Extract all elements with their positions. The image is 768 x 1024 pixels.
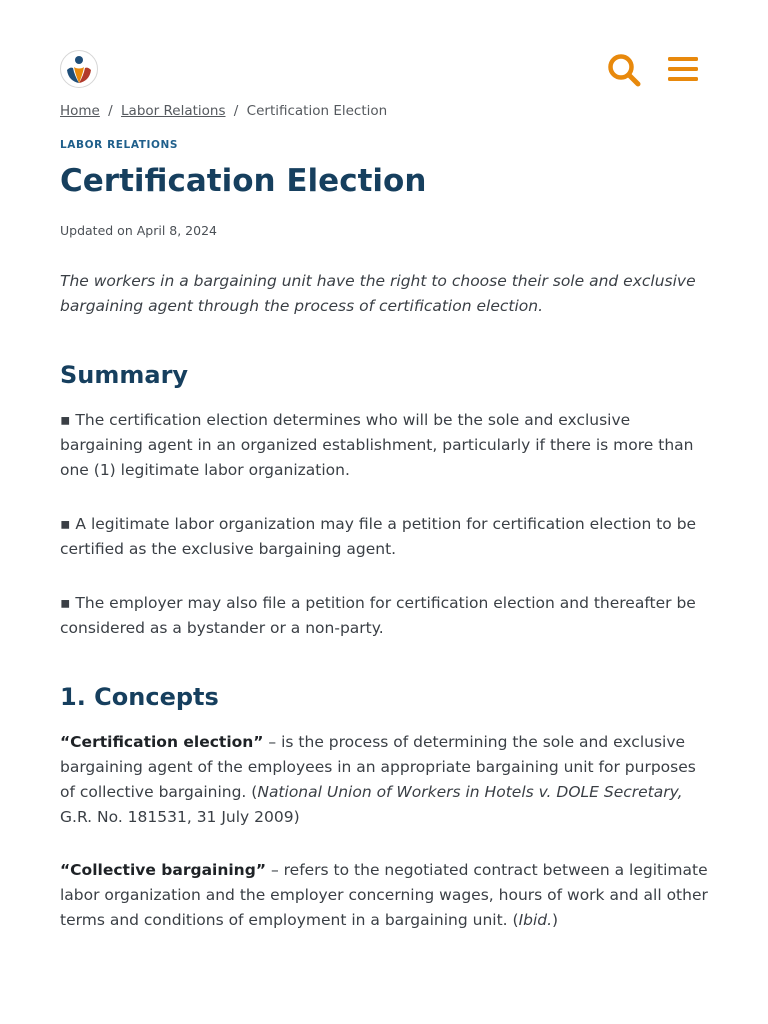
summary-item: ▪ The employer may also file a petition for certification election and thereafter be considered as a bystander or a non-party. [60, 594, 696, 637]
breadcrumb-home-link[interactable]: Home [60, 103, 100, 119]
summary-item: ▪ The certification election determines who will be the sole and exclusive bargaining agent in an organized establishment, particularly if there is more than one (1) legitimate labor organization. [60, 411, 694, 479]
site-header [60, 50, 710, 88]
agency-logo-icon [61, 51, 97, 87]
breadcrumb-labor-relations-link[interactable]: Labor Relations [121, 103, 226, 119]
search-button[interactable] [606, 52, 642, 88]
definition-collective-bargaining [60, 858, 712, 933]
definition-text: – refers to the negotiated contract between a legitimate labor organization and the employer concerning wages, hours of work and all other terms and conditions of employment in a bargaining unit. ( [60, 861, 708, 929]
definition-certification-election [60, 730, 712, 830]
citation-text: G.R. No. 181531, 31 July 2009) [60, 808, 300, 826]
article-lead: The workers in a bargaining unit have the right to choose their sole and exclusive bargaining agent through the process of certification election. [60, 272, 696, 315]
ibid-citation: Ibid. [518, 911, 553, 929]
article-category[interactable]: LABOR RELATIONS [60, 139, 179, 151]
defined-term: “Certification election” [60, 733, 264, 751]
summary-heading: Summary [60, 361, 189, 389]
definition-text: – is the process of determining the sole and exclusive bargaining agent of the employees in an appropriate bargaining unit for purposes of collective bargaining. ( [60, 733, 696, 801]
breadcrumb-separator: / [233, 103, 239, 119]
concepts-heading: 1. Concepts [60, 683, 219, 711]
breadcrumb-separator: / [108, 103, 113, 119]
breadcrumb-current: Certification Election [246, 103, 388, 119]
breadcrumb [60, 103, 387, 119]
case-citation: National Union of Workers in Hotels v. DOLE Secretary, [257, 783, 683, 801]
defined-term: “Collective bargaining” [60, 861, 267, 879]
menu-button[interactable] [666, 54, 700, 84]
search-icon [606, 52, 642, 88]
summary-item: ▪ A legitimate labor organization may file a petition for certification election to be certified as the exclusive bargaining agent. [60, 515, 697, 558]
updated-date: Updated on April 8, 2024 [60, 223, 217, 238]
citation-close: ) [552, 911, 559, 929]
menu-hamburger-icon [666, 54, 700, 84]
site-logo[interactable] [60, 50, 98, 88]
page-title: Certification Election [60, 163, 427, 199]
